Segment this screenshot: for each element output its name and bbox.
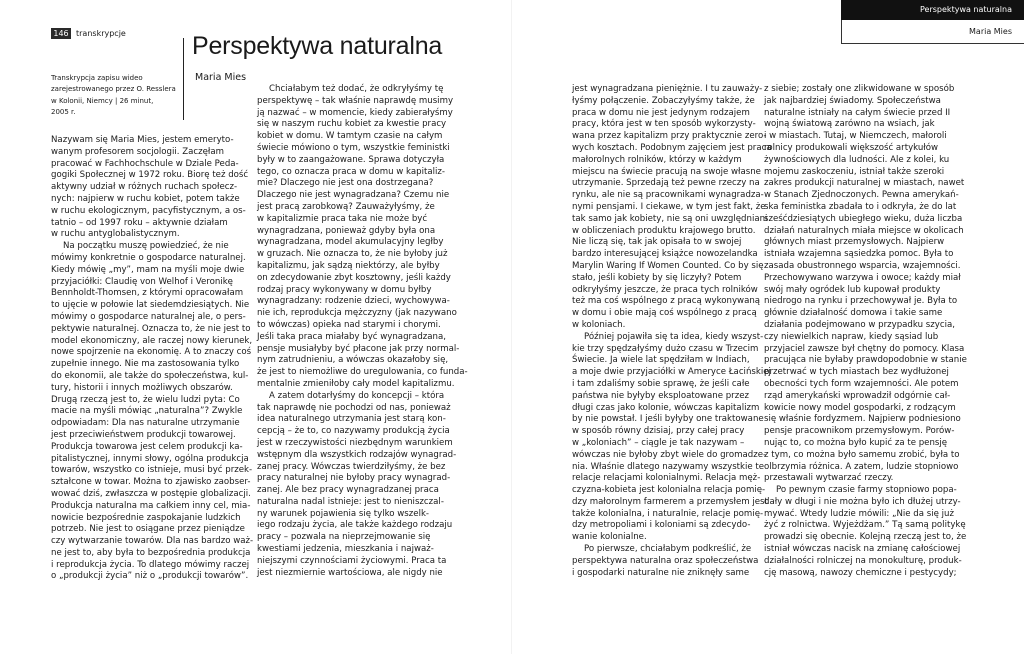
text-line: czy wytwarzanie towarów. Dla nas bardzo waż- xyxy=(51,536,254,547)
text-line: by nie powstał. I jeśli byłyby one traktowane xyxy=(572,414,764,425)
text-line: naturalna nadal istnieje: jest to nieniszczal- xyxy=(257,496,444,507)
text-line: pensje musiałyby być płacone jak przy normal- xyxy=(257,343,460,354)
text-line: działań naturalnych miała miejsce w okolicach xyxy=(764,225,964,236)
text-line: rząd amerykański wprowadził odgórnie cał- xyxy=(764,390,951,401)
text-line: iego rodzaju życia, ale także każdego rodzaju xyxy=(257,520,453,531)
text-line: wstępnym dla wszystkich rodzajów wynagrad- xyxy=(257,449,457,460)
text-line: nych: najpierw w ruchu kobiet, potem także xyxy=(51,193,240,204)
text-line: świecie mówiono o tym, wszystkie feministki xyxy=(257,142,450,153)
text-line: że jest to niemożliwe do uregulowania, co funda- xyxy=(257,367,468,378)
text-line: jest pracą zarobkową? Zauważyłyśmy, że xyxy=(257,201,435,212)
text-line: mywać. Wtedy ludzie mówili: „Nie da się już xyxy=(764,508,954,519)
text-line: wynagradzany: rodzenie dzieci, wychowywa- xyxy=(257,296,450,307)
text-line: dzy metropoliami i koloniami są zdecydo- xyxy=(572,520,751,531)
text-line: kwestiami jedzenia, mieszkania i najważ- xyxy=(257,544,434,555)
text-line: ny warunek pojawienia się tylko wszelk- xyxy=(257,508,430,519)
text-line: nowe spojrzenie na ekonomię. A to znaczy coś xyxy=(51,347,252,358)
text-line: pitalistycznej, innymi słowy, ogólna produkcja xyxy=(51,453,249,464)
text-line: kie trzy spędzałyśmy dużo czasu w Trzecim xyxy=(572,343,759,354)
text-line: tak naprawdę nie pochodzi od nas, ponieważ xyxy=(257,402,451,413)
text-line: Po pewnym czasie farmy stopniowo popa- xyxy=(776,485,957,496)
text-line: dały w długi i nie można było ich dłużej utrzy- xyxy=(764,496,961,507)
text-line: istniał wówczas nacisk na zmianę całościowej xyxy=(764,544,961,555)
text-column-4 xyxy=(764,84,979,579)
text-line: przestawali wytwarzać rzeczy. xyxy=(764,473,894,484)
text-line: Dlaczego nie jest wynagradzana? Czemu nie xyxy=(257,190,450,201)
text-line: Produkcja towarowa jest celem produkcji ka- xyxy=(51,441,243,452)
text-line: małorolnych rolników, którzy w każdym xyxy=(572,154,742,165)
text-line: relacje relacjami kolonialnymi. Relacja męż- xyxy=(572,473,761,484)
text-line: prowadzi się obecnie. Kolejną rzeczą jest to, że xyxy=(764,532,967,543)
text-line: to wówczas) opieka nad starymi i chorymi. xyxy=(257,319,441,330)
text-line: idea naturalnego utrzymania jest starą kon- xyxy=(257,414,446,425)
text-line: Kiedy mówię „my”, mam na myśli moje dwie xyxy=(51,264,245,275)
text-line: odkryłyśmy jeszcze, że praca tych rolników xyxy=(572,284,758,295)
text-line: cepcją – że to, co nazywamy produkcją życia xyxy=(257,426,450,437)
text-line: w domu i obie mają coś wspólnego z pracą xyxy=(572,308,757,319)
text-line: Świecie. Ja wiele lat spędziłam w Indiach, xyxy=(572,355,750,366)
running-head-author: Maria Mies xyxy=(841,20,1024,44)
text-line: z siebie; zostały one zlikwidowane w sposób xyxy=(764,84,955,94)
page-number: 146 xyxy=(51,28,71,39)
text-line: to ujęcie w połowie lat siedemdziesiątych. Nie xyxy=(51,300,250,311)
text-line: Nie liczą się, tak jak opisała to w swojej xyxy=(572,237,742,248)
text-line: Produkcja naturalna ma całkiem inny cel, mia- xyxy=(51,500,251,511)
text-line: łyśmy połączenie. Zobaczyłyśmy także, że xyxy=(572,95,755,106)
text-line: kowicie nowy model gospodarki, z rodzącym xyxy=(764,402,956,413)
text-line: z tym, co można było samemu zrobić, była to xyxy=(764,449,960,460)
text-line: o „produkcji życia” niż o „produkcji towarów”. xyxy=(51,571,249,582)
text-line: mie? Dlaczego nie jest ona dostrzegana? xyxy=(257,178,434,189)
text-line: jest w rzeczywistości niezbędnym warunkiem xyxy=(257,437,453,448)
page-gutter xyxy=(511,0,512,654)
text-line: ne jest to, aby była to bezpośrednia produkcja xyxy=(51,547,251,558)
text-line: utrzymanie. Sprzedają też pewne rzeczy na xyxy=(572,178,760,189)
text-line: mówimy o gospodarce naturalnej ale, o pers- xyxy=(51,311,246,322)
text-line: wanym profesorem socjologii. Zaczęłam xyxy=(51,146,224,157)
text-line: w „koloniach” – ciągle je tak nazywam – xyxy=(572,437,745,448)
text-line: wować dziś, zwłaszcza w postępie globalizacji. xyxy=(51,488,251,499)
text-line: nie ich, reprodukcja mężczyzny (jak nazywano xyxy=(257,308,457,319)
text-line: Po pierwsze, chciałabym podkreślić, że xyxy=(584,544,752,555)
text-line: Przechowywano warzywa i owoce; każdy miał xyxy=(764,272,961,283)
text-line: i w miastach. Tutaj, w Niemczech, małoroli xyxy=(764,131,947,142)
text-line: nia. Właśnie dlatego nazywamy wszystkie te xyxy=(572,461,765,472)
text-line: gogiki Społecznej w 1972 roku. Biorę też dość xyxy=(51,170,249,181)
text-line: też ma coś wspólnego z pracą wykonywaną xyxy=(572,296,761,307)
text-line: potrzeb. Nie jest to osiągane przez pieniądze xyxy=(51,524,245,535)
text-line: swój mały ogródek lub kupował produkty xyxy=(764,284,941,295)
text-line: żyć z rolnictwa. Wyjeżdżam.” Tą samą politykę xyxy=(764,520,966,531)
text-line: czyzna-kobieta jest kolonialna relacja pomię- xyxy=(572,485,766,496)
article-author: Maria Mies xyxy=(195,72,247,83)
text-line: w obliczeniach produktu krajowego brutto. xyxy=(572,225,756,236)
text-line: tego, co oznacza praca w domu w kapitaliz- xyxy=(257,166,445,177)
text-line: czy niewielkich napraw, kiedy sąsiad lub xyxy=(764,331,939,342)
text-line: wówczas nie byłoby zbyt wiele do gromadze- xyxy=(572,449,767,460)
text-line: olbrzymia różnica. A zatem, ludzie stopniowo xyxy=(764,461,959,472)
title-rule xyxy=(183,38,184,120)
text-line: model ekonomiczny, ale raczej nowy kierunek, xyxy=(51,335,253,346)
text-line: się w naszym ruchu kobiet za kwestie pracy xyxy=(257,119,447,130)
text-line: kapitalizmu, jak sądzą niektórzy, ale byłby xyxy=(257,260,440,271)
text-line: macie na myśli mówiąc „naturalna”? Zwykle xyxy=(51,406,243,417)
text-line: zakres produkcji naturalnej w miastach, nawet xyxy=(764,178,965,189)
text-line: zanej. Ale bez pracy wynagradzanej praca xyxy=(257,485,439,496)
text-line: przetrwać w tych miastach bez wydłużonej xyxy=(764,367,949,378)
text-line: aktywny udział w różnych ruchach społecz- xyxy=(51,182,238,193)
text-line: jak najbardziej świadomy. Społeczeństwa xyxy=(764,95,941,106)
text-line: wanie kolonialne. xyxy=(572,532,647,543)
text-line: w koloniach. xyxy=(572,319,626,330)
text-line: działania podejmowano w przypadku szycia, xyxy=(764,319,955,330)
text-line: przyjaciółki: Claudię von Welhof i Veronikę xyxy=(51,276,233,287)
text-line: pracująca nie byłaby prawdopodobnie w stanie xyxy=(764,355,967,366)
section-label: transkrypcje xyxy=(76,29,126,38)
text-line: perspektywę – tak właśnie naprawdę musimy xyxy=(257,95,454,106)
text-line: sześćdziesiątych ubiegłego wieku, duża liczba xyxy=(764,213,963,224)
text-line: Drugą rzeczą jest to, że wielu ludzi pyta: Co xyxy=(51,394,240,405)
text-line: cję masową, nawozy chemiczne i pestycydy; xyxy=(764,567,957,578)
text-line: i tam zdaliśmy sobie sprawę, że jeśli całe xyxy=(572,378,750,389)
text-line: pracy – pozwala na nieprzejmowanie się xyxy=(257,532,431,543)
text-line: pracy, która jest w ten sposób wykorzysty- xyxy=(572,119,756,130)
text-line: obecności tych form wzajemności. Ale potem xyxy=(764,378,959,389)
text-line: wynagradzana, model akumulacyjny ległby xyxy=(257,237,444,248)
text-line: rynku, ale nie są pracownikami wynagradza- xyxy=(572,190,764,201)
recording-metadata xyxy=(51,73,183,118)
metadata-line: 2005 r. xyxy=(51,107,76,116)
text-line: Nazywam się Maria Mies, jestem emeryto- xyxy=(51,135,234,145)
text-line: niejszymi czynnościami życiowymi. Praca ta xyxy=(257,555,447,566)
text-line: odpowiadam: Dla nas naturalne utrzymanie xyxy=(51,418,240,429)
text-line: działalności rolniczej na monokulturę, produk- xyxy=(764,555,962,566)
text-line: pracy naturalnej nie byłoby pracy wynagrad- xyxy=(257,473,451,484)
text-line: wana przez kapitalizm przy praktycznie zero- xyxy=(572,131,767,142)
text-line: głównych miast przemysłowych. Najpierw xyxy=(764,237,945,248)
text-line: w gruzach. Nie oznacza to, że nie byłoby już xyxy=(257,249,448,260)
text-line: zasada obustronnego wsparcia, wzajemności. xyxy=(764,260,961,271)
metadata-line: zarejestrowanego przez O. Resslera xyxy=(51,85,176,94)
text-line: w Stanach Zjednoczonych. Pewna amerykań- xyxy=(764,190,959,201)
text-line: stało, jeśli kobiety by się liczyły? Potem xyxy=(572,272,742,283)
text-line: ształcone w towar. Można to zjawisko zaobser- xyxy=(51,477,251,488)
text-line: nymi pensjami. I ciekawe, w tym jest fakt, że xyxy=(572,201,766,212)
text-line: wojną światową zarówno na wsiach, jak xyxy=(764,119,935,130)
text-line: tury, historii i innych możliwych obszarów. xyxy=(51,382,233,393)
text-line: i reprodukcja życia. To dlatego mówimy raczej xyxy=(51,559,250,570)
text-line: A zatem dotarłyśmy do koncepcji – która xyxy=(269,390,445,401)
text-line: długi czas jako kolonie, wówczas kapitalizm xyxy=(572,402,760,413)
running-head: Perspektywa naturalna xyxy=(841,0,1024,20)
text-line: jest przeciwieństwem produkcji towarowej. xyxy=(51,429,236,440)
text-line: wych kosztach. Podobnym zajęciem jest praca xyxy=(572,142,772,153)
text-line: towarów, wszystko co istnieje, musi być przek- xyxy=(51,465,253,476)
text-line: naturalne istniały na całym świecie przed II xyxy=(764,107,951,118)
text-line: nując to, co można było kupić za te pensję xyxy=(764,437,948,448)
text-line: jest niezmiernie wartościowa, ale nigdy nie xyxy=(257,567,443,578)
text-line: tak samo jak kobiety, nie są oni uwzględniani xyxy=(572,213,768,224)
text-line: wynagradzana, ponieważ gdyby była ona xyxy=(257,225,436,236)
text-line: żywnościowych dla ludności. Ale z kolei, ku xyxy=(764,154,950,165)
text-line: niedrogo na rynku i przechowywał je. Była to xyxy=(764,296,958,307)
text-column-2 xyxy=(257,84,468,579)
text-line: się właśnie fordyzmem. Najpierw podniesiono xyxy=(764,414,961,425)
text-line: w sposób równy dzisiaj, przy całej pracy xyxy=(572,426,745,437)
text-line: także kolonialna, i naturalnie, relacje pomię- xyxy=(572,508,764,519)
metadata-line: w Kolonii, Niemcy | 26 minut, xyxy=(51,96,154,105)
metadata-line: Transkrypcja zapisu wideo xyxy=(51,74,143,82)
text-line: Chciałabym też dodać, że odkryłyśmy tę xyxy=(269,84,444,94)
text-line: mówimy konkretnie o gospodarce naturalnej. xyxy=(51,252,246,263)
text-line: jest wynagradzana pieniężnie. I tu zauważy- xyxy=(572,84,763,94)
text-line: były w to zaangażowane. Sprawa dotyczyła xyxy=(257,154,445,165)
text-line: perspektywa naturalna oraz społeczeństwa xyxy=(572,555,759,566)
text-line: zupełnie innego. Nie ma zastosowania tylko xyxy=(51,359,240,370)
text-line: pensje pracownikom przemysłowym. Porów- xyxy=(764,426,955,437)
text-line: przyjaciel zawsze był chętny do pomocy. Klasa xyxy=(764,343,965,354)
text-line: Jeśli taka praca miałaby być wynagradzana, xyxy=(257,331,447,342)
text-line: istniała wzajemna sąsiedzka pomoc. Była to xyxy=(764,249,954,260)
text-line: tatnio – od 1997 roku – aktywnie działam xyxy=(51,217,228,228)
article-title: Perspektywa naturalna xyxy=(192,32,443,60)
text-line: w kapitalizmie praca taka nie może być xyxy=(257,213,428,224)
text-line: nowicie bezpośrednie zaspokajanie ludzkich xyxy=(51,512,241,523)
text-line: bardzo interesującej książce nowozelandka xyxy=(572,249,758,260)
text-line: w ruchu antyglobalistycznym. xyxy=(51,229,180,240)
text-line: zanej pracy. Wówczas twierdziłyśmy, że bez xyxy=(257,461,446,472)
text-line: i gospodarki naturalne nie zniknęły same xyxy=(572,567,750,578)
text-line: ją nazwać – w momencie, kiedy zabierałyśmy xyxy=(257,107,453,118)
text-line: Na początku muszę powiedzieć, że nie xyxy=(63,241,229,252)
text-column-1 xyxy=(51,135,254,583)
text-line: mojemu zaskoczeniu, istniał także szeroki xyxy=(764,166,945,177)
text-line: Później pojawiła się ta idea, kiedy wszyst- xyxy=(584,331,764,342)
text-line: mentalnie zmieniłoby cały model kapitalizmu. xyxy=(257,378,455,389)
text-line: miejscu na świecie pracują na swoje własne xyxy=(572,166,761,177)
text-line: kobiet w domu. W tamtym czasie na całym xyxy=(257,131,443,142)
text-line: nym zatrudnieniu, a wówczas okazałoby się, xyxy=(257,355,449,366)
text-line: w ruchu ekologicznym, pacyfistycznym, a os- xyxy=(51,205,246,216)
text-line: ska feministka zbadała to i odkryła, że do lat xyxy=(764,201,957,212)
text-line: Bennholdt-Thomsen, z którymi opracowałam xyxy=(51,288,244,299)
text-line: praca w domu nie jest jedynym rodzajem xyxy=(572,107,750,118)
text-line: rodzaj pracy wykonywany w domu byłby xyxy=(257,284,432,295)
text-line: Marylin Waring If Women Counted. Co by się xyxy=(572,260,764,271)
text-line: pracować w Fachhochschule w Dziale Peda- xyxy=(51,158,239,169)
text-line: on zdecydowanie zbyt kosztowny, jeśli każdy xyxy=(257,272,451,283)
text-line: rolnicy produkowali większość artykułów xyxy=(764,142,939,153)
text-column-3 xyxy=(572,84,772,579)
text-line: głównie działalność domowa i takie same xyxy=(764,308,943,319)
text-line: do ekonomii, ale także do społeczeństwa, kul- xyxy=(51,370,249,381)
text-line: państwa nie byłyby eksploatowane przez xyxy=(572,390,750,401)
text-line: dzy małorolnym farmerem a przemysłem jest xyxy=(572,496,768,507)
text-line: pektywie naturalnej. Oznacza to, że nie jest to xyxy=(51,323,251,334)
text-line: a moje dwie przyjaciółki w Ameryce Łacińskiej xyxy=(572,367,771,378)
